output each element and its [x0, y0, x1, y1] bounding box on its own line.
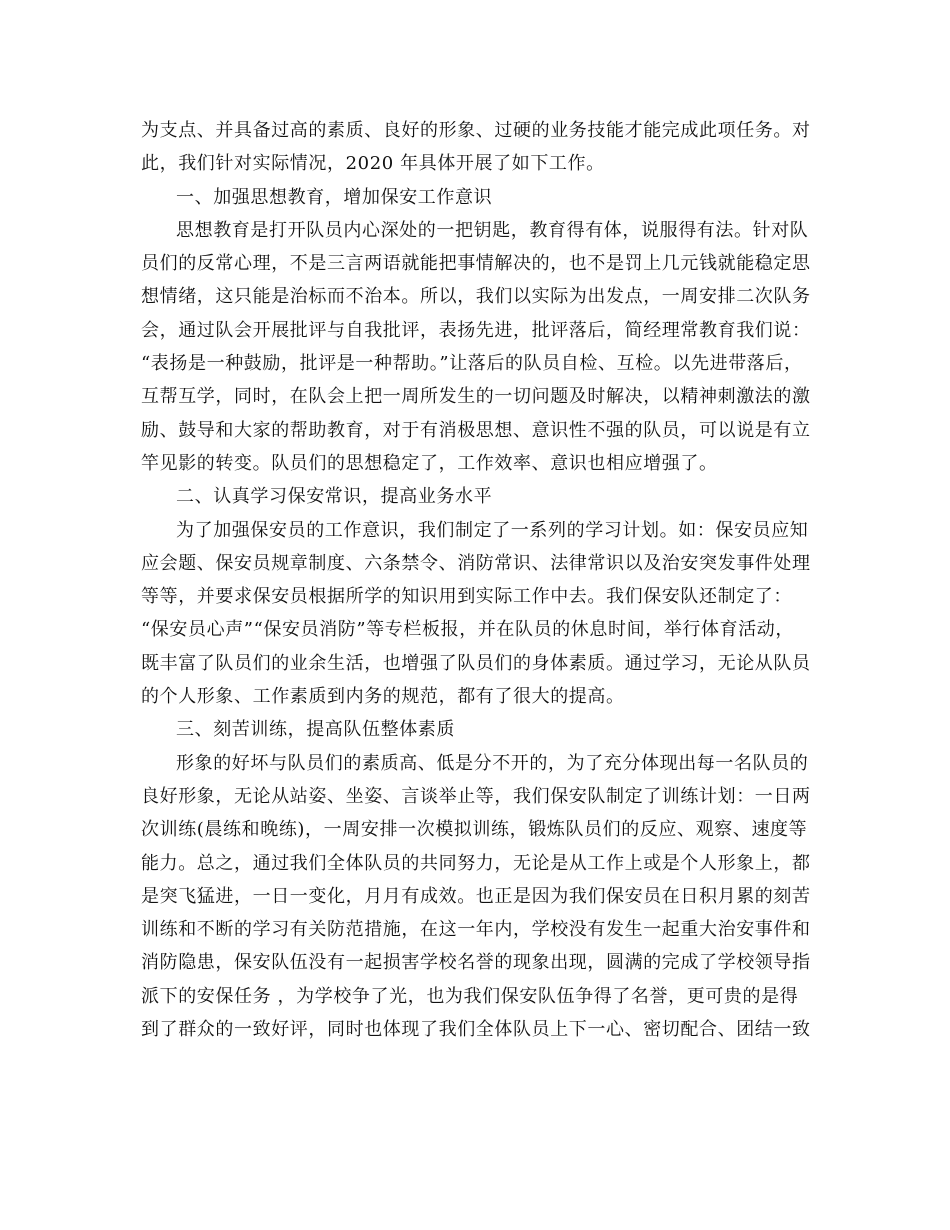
section-heading-2: 二、认真学习保安常识，提高业务水平 [176, 486, 493, 508]
text-line: 消防隐患，保安队伍没有一起损害学校名誉的现象出现，圆满的完成了学校领导指 [141, 952, 811, 974]
text-line: 形象的好坏与队员们的素质高、低是分不开的，为了充分体现出每一名队员的 [176, 752, 809, 774]
text-line: 等等，并要求保安员根据所学的知识用到实际工作中去。我们保安队还制定了： [141, 586, 792, 608]
text-line: 员们的反常心理，不是三言两语就能把事情解决的，也不是罚上几元钱就能稳定思 [141, 253, 811, 275]
text-line: 次训练(晨练和晚练)，一周安排一次模拟训练，锻炼队员们的反应、观察、速度等 [141, 819, 808, 841]
text-line: 励、鼓导和大家的帮助教育，对于有消极思想、意识性不强的队员，可以说是有立 [141, 419, 811, 441]
text-line: 的个人形象、工作素质到内务的规范，都有了很大的提高。 [141, 686, 625, 708]
text-line: 到了群众的一致好评，同时也体现了我们全体队员上下一心、密切配合、团结一致 [141, 1019, 811, 1041]
section-heading-1: 一、加强思想教育，增加保安工作意识 [176, 186, 493, 208]
text-line: 派下的安保任务 ，为学校争了光，也为我们保安队伍争得了名誉，更可贵的是得 [141, 985, 799, 1007]
text-line: 互帮互学，同时，在队会上把一周所发生的一切问题及时解决，以精神刺激法的激 [141, 386, 811, 408]
section-heading-3: 三、刻苦训练，提高队伍整体素质 [176, 719, 455, 741]
text-line: 能力。总之，通过我们全体队员的共同努力，无论是从工作上或是个人形象上，都 [141, 852, 811, 874]
text-line: “保安员心声”“保安员消防”等专栏板报，并在队员的休息时间，举行体育活动， [141, 619, 795, 641]
text-line: 既丰富了队员们的业余生活，也增强了队员们的身体素质。通过学习，无论从队员 [141, 652, 811, 674]
text-line: 训练和不断的学习有关防范措施，在这一年内，学校没有发生一起重大治安事件和 [141, 919, 811, 941]
text-line: 良好形象，无论从站姿、坐姿、言谈举止等，我们保安队制定了训练计划：一日两 [141, 785, 811, 807]
document-body [141, 114, 841, 1046]
text-line: 是突飞猛进，一日一变化，月月有成效。也正是因为我们保安员在日积月累的刻苦 [141, 885, 811, 907]
text-line: 会，通过队会开展批评与自我批评，表扬先进，批评落后，简经理常教育我们说： [141, 319, 811, 341]
text-line: 竿见影的转变。队员们的思想稳定了，工作效率、意识也相应增强了。 [141, 452, 718, 474]
text-line: 思想教育是打开队员内心深处的一把钥匙，教育得有体，说服得有法。针对队 [176, 219, 809, 241]
text-line: 想情绪，这只能是治标而不治本。所以，我们以实际为出发点，一周安排二次队务 [141, 286, 811, 308]
text-line: 为支点、并具备过高的素质、良好的形象、过硬的业务技能才能完成此项任务。对 [141, 120, 811, 141]
text-line: 应会题、保安员规章制度、六条禁令、消防常识、法律常识以及治安突发事件处理 [141, 552, 811, 574]
text-line: 此，我们针对实际情况，2020 年具体开展了如下工作。 [141, 153, 605, 175]
text-line: “表扬是一种鼓励，批评是一种帮助。”让落后的队员自检、互检。以先进带落后， [141, 353, 803, 375]
text-line: 为了加强保安员的工作意识，我们制定了一系列的学习计划。如：保安员应知 [176, 519, 809, 541]
